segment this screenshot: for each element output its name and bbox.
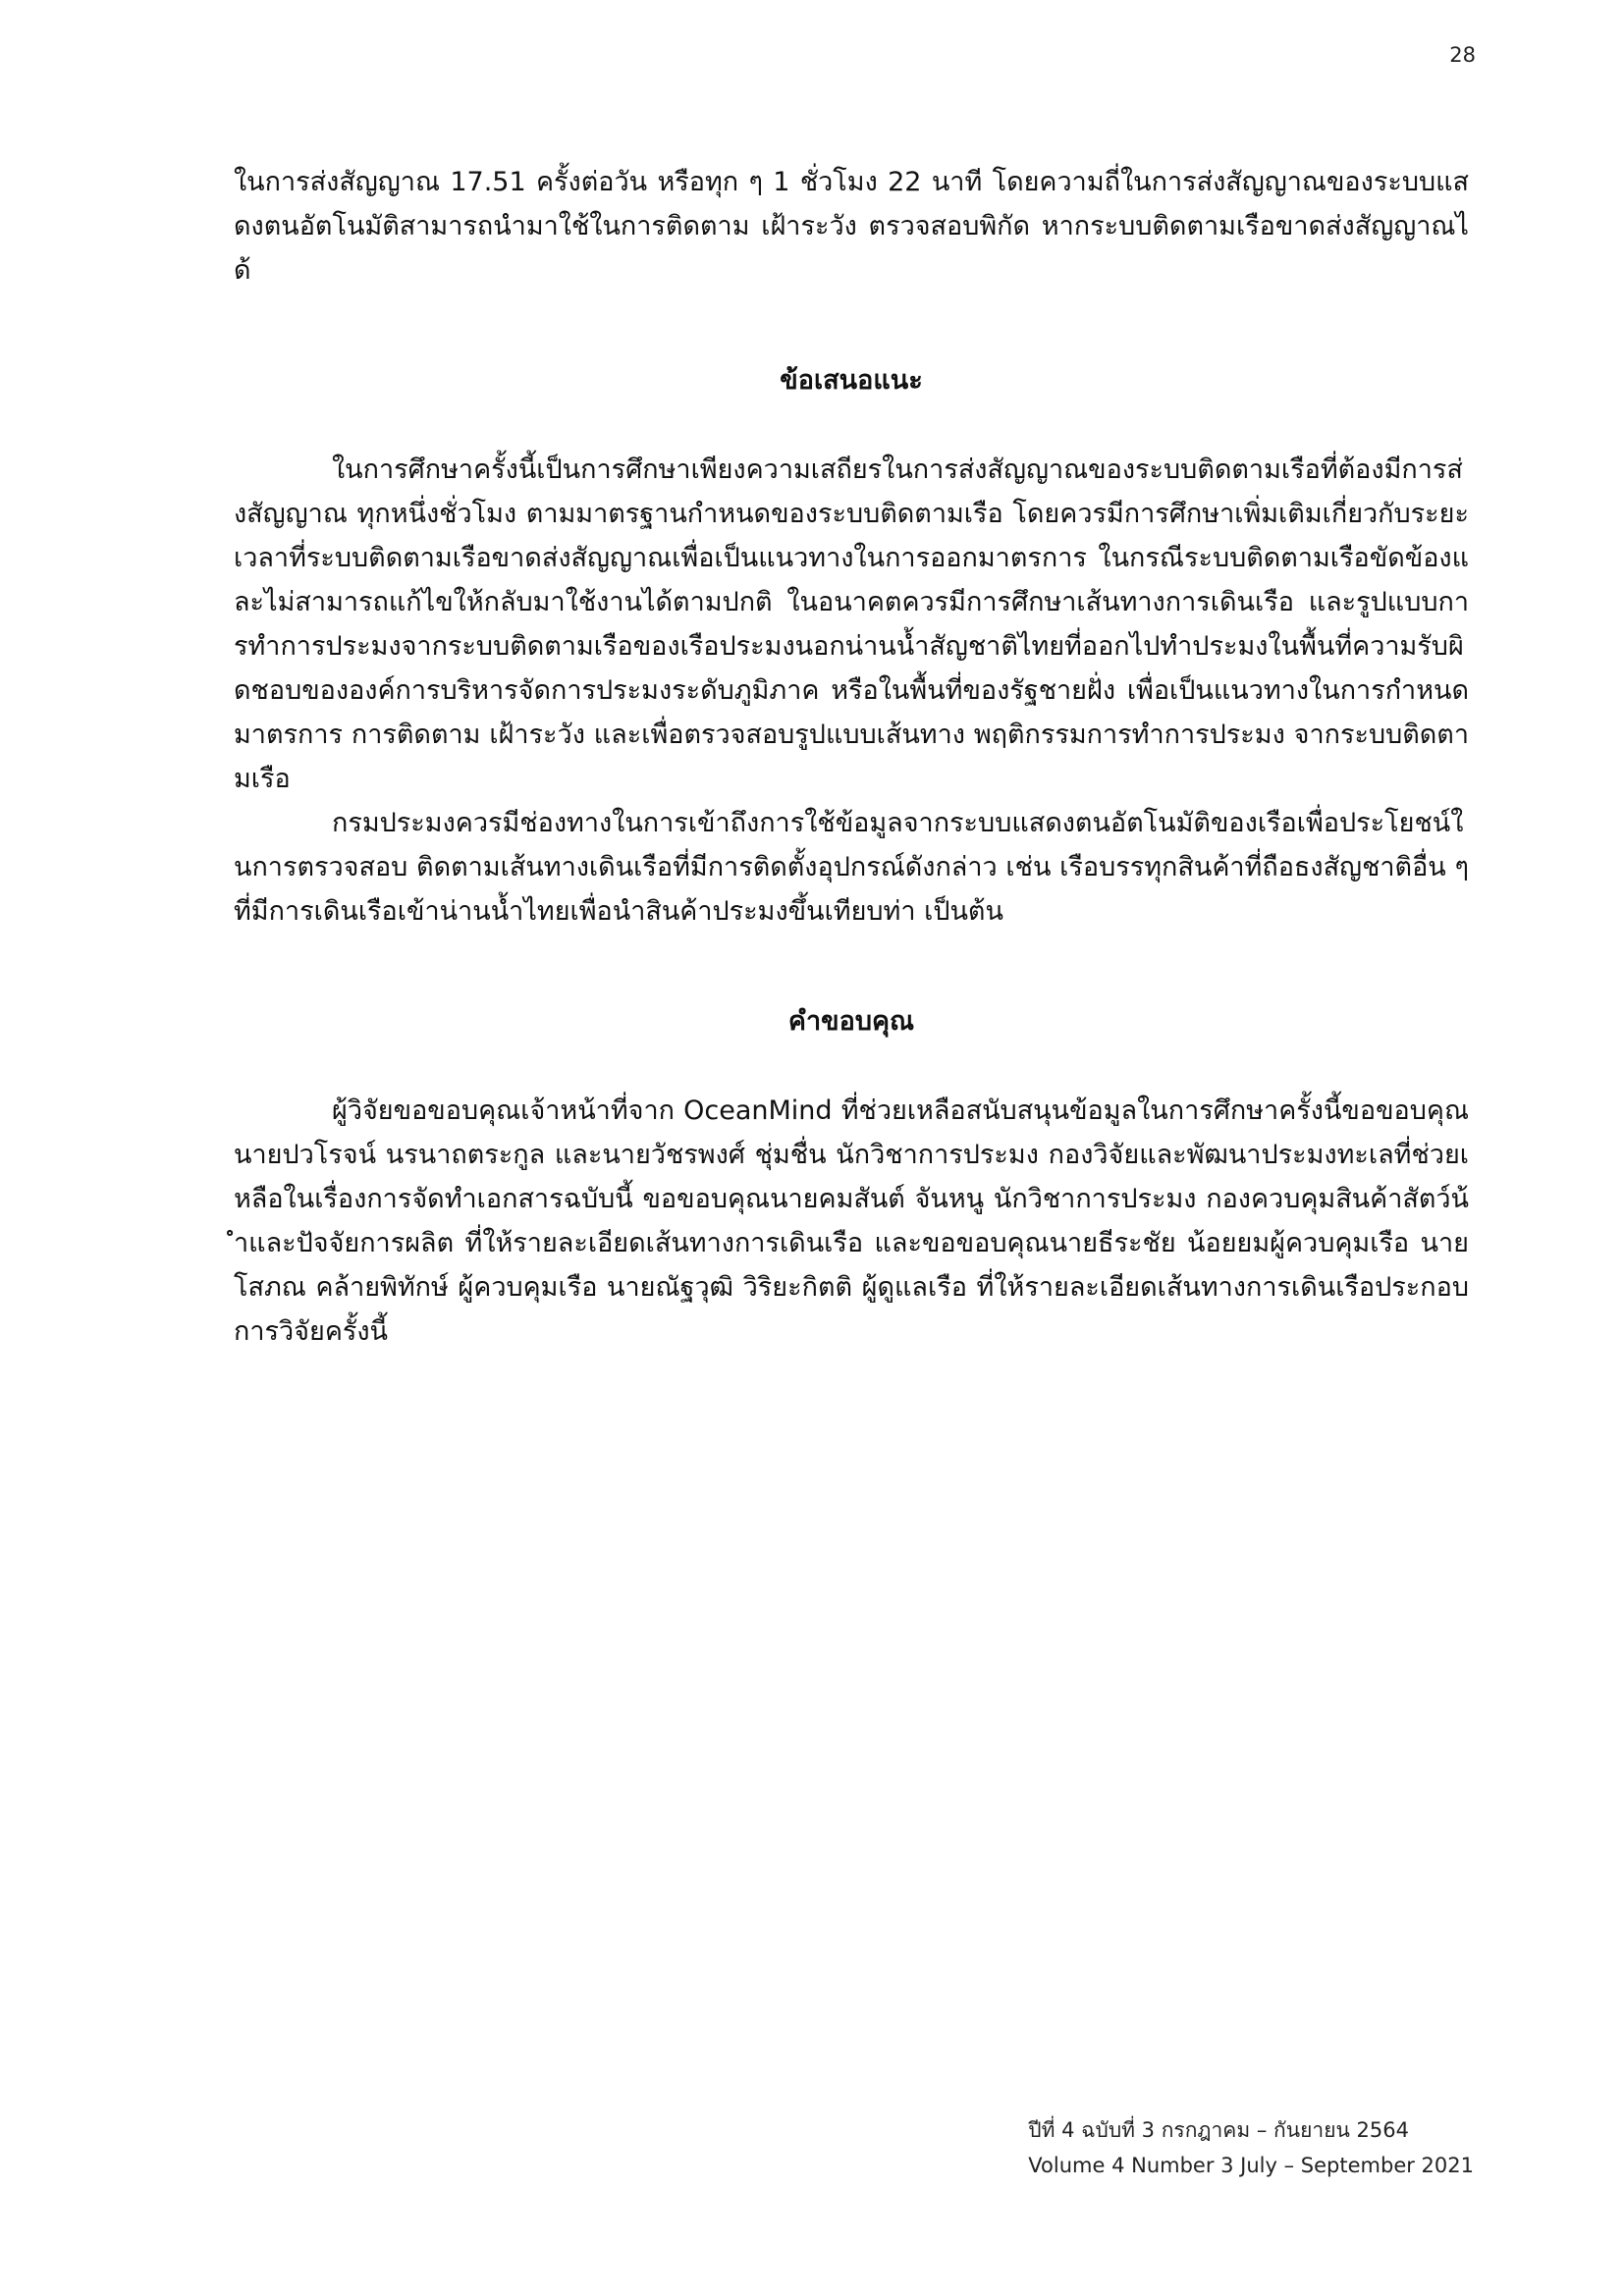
acknowledgements-paragraph: ผู้วิจัยขอขอบคุณเจ้าหน้าที่จาก OceanMind ที่ช่วยเหลือสนับสนุนข้อมูลในการศึกษาครั้งนี้ขอขอบคุณนายปวโรจน์ นรนาถตระกูล และนายวัชรพงศ์ ชุ่มชื่น นักวิชาการประมง กองวิจัยและพัฒนาประมงทะเลที่ช่วยเหลือในเรื่องการจัดทำเอกสารฉบับนี้ ขอขอบคุณนายคมสันต์ จันหนู นักวิชาการประมง กองควบคุมสินค้าสัตว์น้ำและปัจจัยการผลิต ที่ให้รายละเอียดเส้นทางการเดินเรือ และขอขอบคุณนายธีระชัย น้อยยมผู้ควบคุมเรือ นายโสภณ คล้ายพิทักษ์ ผู้ควบคุมเรือ นายณัฐวุฒิ วิริยะกิตติ ผู้ดูแลเรือ ที่ให้รายละเอียดเส้นทางการเดินเรือประกอบการวิจัยครั้งนี้: [234, 1095, 1469, 1347]
recommendations-heading: ข้อเสนอแนะ: [780, 365, 923, 396]
acknowledgements-heading: คำขอบคุณ: [787, 1006, 915, 1037]
footer-thai-line: ปีที่ 4 ฉบับที่ 3 กรกฎาคม – กันยายน 2564: [1028, 2118, 1409, 2142]
footer-english-line: Volume 4 Number 3 July – September 2021: [1028, 2154, 1474, 2177]
intro-paragraph: ในการส่งสัญญาณ 17.51 ครั้งต่อวัน หรือทุก ๆ 1 ชั่วโมง 22 นาที โดยความถี่ในการส่งสัญญาณของระบบแสดงตนอัตโนมัติสามารถนำมาใช้ในการติดตาม เฝ้าระวัง ตรวจสอบพิกัด หากระบบติดตามเรือขาดส่งสัญญาณได้: [234, 167, 1469, 286]
recommendations-paragraph-2: กรมประมงควรมีช่องทางในการเข้าถึงการใช้ข้อมูลจากระบบแสดงตนอัตโนมัติของเรือเพื่อประโยชน์ในการตรวจสอบ ติดตามเส้นทางเดินเรือที่มีการติดตั้งอุปกรณ์ดังกล่าว เช่น เรือบรรทุกสินค้าที่ถือธงสัญชาติอื่น ๆที่มีการเดินเรือเข้าน่านน้ำไทยเพื่อนำสินค้าประมงขึ้นเทียบท่า เป็นต้น: [234, 808, 1469, 927]
recommendations-paragraph-1: ในการศึกษาครั้งนี้เป็นการศึกษาเพียงความเสถียรในการส่งสัญญาณของระบบติดตามเรือที่ต้องมีการส่งสัญญาณ ทุกหนึ่งชั่วโมง ตามมาตรฐานกำหนดของระบบติดตามเรือ โดยควรมีการศึกษาเพิ่มเติมเกี่ยวกับระยะเวลาที่ระบบติดตามเรือขาดส่งสัญญาณเพื่อเป็นแนวทางในการออกมาตรการ ในกรณีระบบติดตามเรือขัดข้องและไม่สามารถแก้ไขให้กลับมาใช้งานได้ตามปกติ ในอนาคตควรมีการศึกษาเส้นทางการเดินเรือ และรูปแบบการทำการประมงจากระบบติดตามเรือของเรือประมงนอกน่านน้ำสัญชาติไทยที่ออกไปทำประมงในพื้นที่ความรับผิดชอบขององค์การบริหารจัดการประมงระดับภูมิภาค หรือในพื้นที่ของรัฐชายฝั่ง เพื่อเป็นแนวทางในการกำหนดมาตรการ การติดตาม เฝ้าระวัง และเพื่อตรวจสอบรูปแบบเส้นทาง พฤติกรรมการทำการประมง จากระบบติดตามเรือ: [234, 454, 1469, 794]
page-number: 28: [1449, 43, 1476, 67]
page-content: [234, 160, 1469, 1354]
journal-footer: [1028, 2112, 1474, 2183]
